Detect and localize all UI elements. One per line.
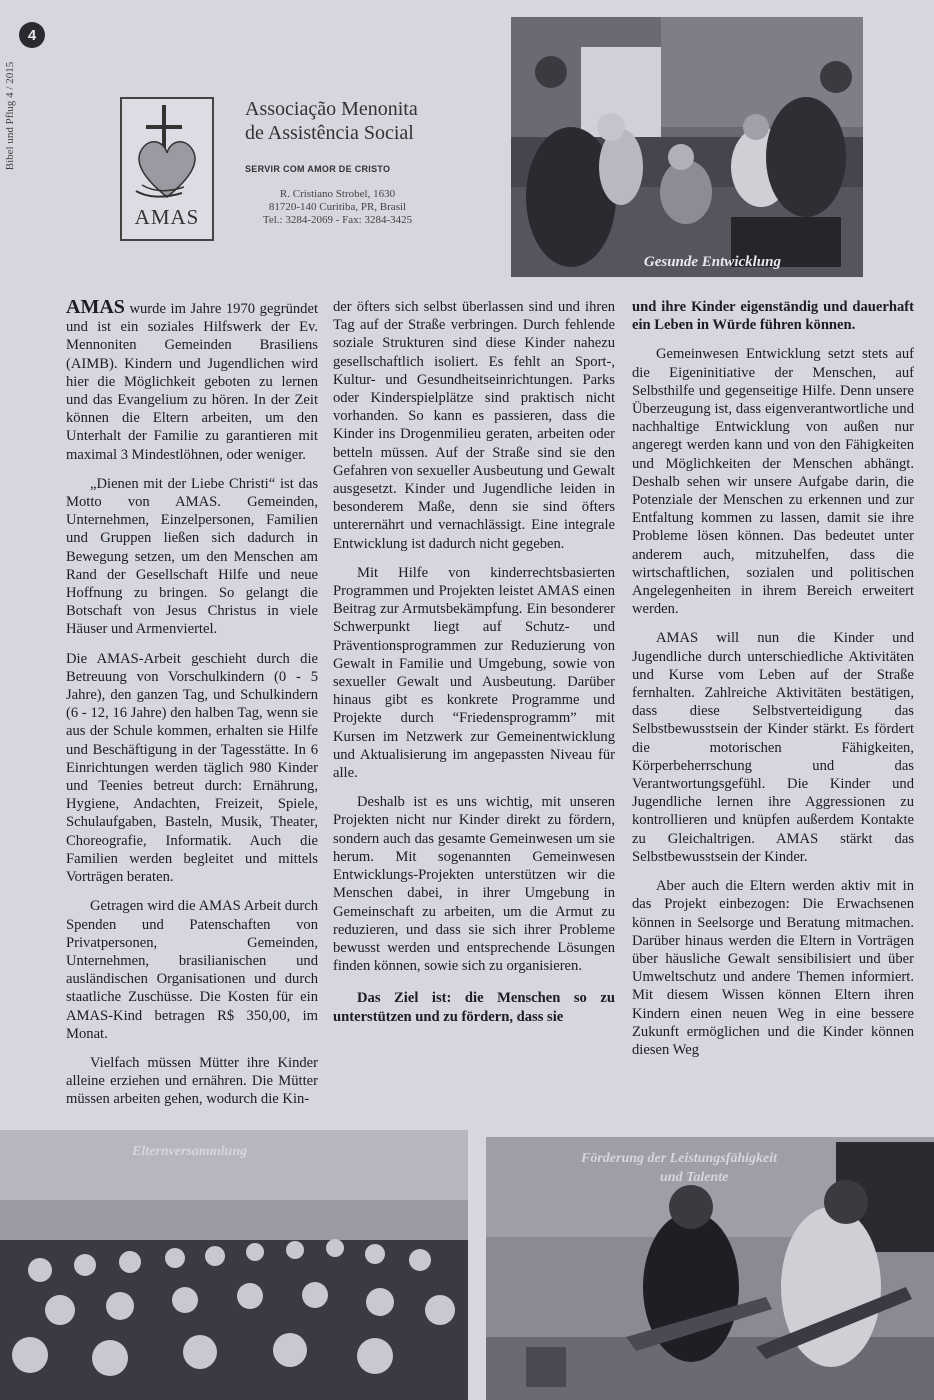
paragraph-street: der öfters sich selbst überlassen sind und ihren Tag auf der Straße verbringen. Durch fehlende soziale Strukturen sind diese Kinder nahezu gesellschaftlich isoliert. Es fehlt an Sport-, Kultur- und Gesundheitseinrichtungen. Parks oder Kinderspielplätze sind praktisch nicht vorhanden. So kann es passieren, dass die Kinder ins Drogenmilieu geraten, arbeiten oder betteln müssen. Auf der Straße sind sie den Gefahren von sexueller Ausbeutung und Gewalt ausgesetzt. Kinder und Jugendliche leiden in besonderem Maße, denn sie sind öfters unterernährt und vernachlässigt. Eine integrale Entwicklung ist dadurch nicht gegeben.	[333, 299, 615, 552]
photo-healthy-development	[511, 17, 863, 277]
paragraph-intro	[66, 298, 318, 464]
org-address-line3: Tel.: 3284-2069 - Fax: 3284-3425	[262, 214, 413, 226]
page-number: 4	[19, 22, 45, 48]
photo-audience-icon	[0, 1130, 468, 1400]
amas-logo	[120, 97, 214, 241]
lead-word: AMAS	[66, 296, 125, 318]
text-column-1	[66, 298, 318, 1120]
org-name-line2: de Assistência Social	[245, 122, 414, 144]
paragraph-parents: Aber auch die Eltern werden aktiv mit in das Projekt einbezogen: Die Erwachsenen können in Seelsorge und Beratung mitmachen. Darüber hinaus werden die Eltern in Vorträgen über häusliche Gewalt sensibilisiert und über Umweltschutz und andere Themen informiert. Mit diesem Wissen können Eltern ihren Kindern einen neuen Weg in eine bessere Zukunft ermöglichen und die Kinder können diesen Weg	[632, 878, 914, 1058]
organization-header	[245, 97, 465, 227]
org-name-line1: Associação Menonita	[245, 98, 418, 120]
text-column-2	[333, 298, 615, 1037]
paragraph-funding: Getragen wird die AMAS Arbeit durch Spenden und Patenschaften von Privatpersonen, Gemeinden, Unternehmen, brasilianischen und ausländischen Organisationen und durch staatliche Zuschüsse. Die Kosten für ein AMAS-Kind betragen R$ 350,00, im Monat.	[66, 898, 318, 1042]
photo-caption-bottom-left: Elternversammlung	[132, 1144, 248, 1159]
paragraph-community: Deshalb ist es uns wichtig, mit unseren Projekten nicht nur Kinder direkt zu fördern, sondern auch das gesamte Gemeinwesen um sie herum. Mit sogenannten Gemeinwesen Entwicklungs-Projekten unterstützen wir die Menschen dabei, in ihrer Umgebung in Gemeinschaft zu arbeiten, um die Armut zu reduzieren, und dass sie sich ihrer Probleme bewusst werden und entsprechende Lösungen finden können, sowie sich zu organisieren.	[333, 794, 615, 975]
paragraph-development: Gemeinwesen Entwicklung setzt stets auf die Eigeninitiative der Menschen, auf Selbsthilfe und gegenseitige Hilfe. Denn unsere Überzeugung ist, dass eigenverantwortliche und nachhaltige Entwicklung von außen nur angeregt werden kann und von den Fähigkeiten und Möglichkeiten der Menschen abhängt. Deshalb sehen wir unsere Aufgabe darin, die Potenziale der Menschen zu erkennen und zur Entfaltung kommen zu lassen, damit sie ihre Probleme lösen können. Das bedeutet unter anderem auch, mitzuhelfen, dass die wirtschaftlichen, sozialen und politischen Angelegenheiten in ihrem Bereich erweitert werden.	[632, 346, 914, 618]
text-column-3	[632, 298, 914, 1070]
logo-text: AMAS	[134, 205, 200, 229]
org-motto: SERVIR COM AMOR DE CRISTO	[245, 164, 391, 174]
paragraph-work: Die AMAS-Arbeit geschieht durch die Betreuung von Vorschulkindern (0 - 5 Jahre), den ganzen Tag, und Schulkindern (6 - 12, 16 Jahre) den halben Tag, wenn sie aus der Schule kommen, erhalten sie Hilfe und Beschäftigung in der Tagesstätte. In 6 Einrichtungen werden täglich 980 Kinder und Teenies betreut durch: Ernährung, Hygiene, Andachten, Freizeit, Spiele, Schulaufgaben, Basteln, Musik, Theater, Choreografie, Informatik. Auch die Familien werden begleitet und mittels Vorträgen beraten.	[66, 650, 318, 886]
paragraph-motto: „Dienen mit der Liebe Christi“ ist das Motto von AMAS. Gemeinden, Unternehmen, Einzelpersonen, Familien und Gruppen ließen sich dadurch in Bewegung setzen, um den Menschen am Rand der Gesellschaft Hilfe und neue Hoffnung zu bringen. So gelangt die Botschaft von Jesus Christus in viele Häuser und Armenviertel.	[66, 475, 318, 638]
paragraph-goal-continued: und ihre Kinder eigenständig und dauerhaft ein Leben in Würde führen können.	[632, 299, 914, 334]
photo-caption-bottom-right-1: Förderung der Leistungsfähigkeit	[581, 1151, 778, 1166]
paragraph-goal: Das Ziel ist: die Menschen so zu unterstützen und zu fördern, dass sie	[333, 990, 615, 1025]
paragraph-programs: Mit Hilfe von kinderrechtsbasierten Programmen und Projekten leistet AMAS einen Beitrag zur Armutsbekämpfung. Ein besonderer Schwerpunkt liegt auf Schutz- und Präventionsprogrammen zur Reduzierung von Gewalt in Familie und Umgebung, sowie von sexueller Gewalt und Ausbeutung. Darüber hinaus gibt es konkrete Programme und Projekte durch “Friedensprogramm” mit Kursen im Netzwerk zur Gemeinentwicklung und Aktualisierung im angepassten Niveau für alle.	[333, 564, 615, 782]
paragraph-intro-text: wurde im Jahre 1970 gegründet und ist ein soziales Hilfswerk der Ev. Mennoniten Gemeinden Brasiliens (AIMB). Kindern und Jugendlichen wird hier die Möglichkeit geboten zu lernen und das Evangelium zu hören. In der Zeit können die Eltern arbeiten, um den Unterhalt der Familie zu garantieren mit maximal 3 Mindestlöhnen, oder weniger.	[66, 301, 318, 463]
photo-caption-top: Gesunde Entwicklung	[643, 254, 781, 270]
paragraph-mothers: Vielfach müssen Mütter ihre Kinder alleine erziehen und ernähren. Die Mütter müssen arbeiten gehen, wodurch die Kin-	[66, 1054, 318, 1108]
publication-label: Bibel und Pflug 4 / 2015	[4, 61, 16, 171]
photo-children-icon	[511, 17, 863, 277]
photo-parents-meeting	[0, 1130, 468, 1400]
org-address-line2: 81720-140 Curitiba, PR, Brasil	[268, 201, 407, 213]
photo-caption-bottom-right-2: und Talente	[660, 1170, 729, 1185]
paragraph-activities: AMAS will nun die Kinder und Jugendliche durch unterschiedliche Aktivitäten und Kurse vom Leben auf der Straße fernhalten. Zahlreiche Aktivitäten bestätigen, dass diese Selbstverteidigung das Selbstbewusstsein der Kinder stärkt. Es fördert die motorischen Fähigkeiten, Körperbeherrschung und das Verantwortungsgefühl. Die Kinder und Jugendliche lernen ihre Aggressionen zu kontrollieren und knüpfen außerdem Kontakte zu Gleichaltrigen. AMAS stärkt das Selbstbewusstsein der Kinder.	[632, 630, 914, 865]
org-address-line1: R. Cristiano Strobel, 1630	[279, 188, 396, 200]
photo-talents	[486, 1137, 934, 1400]
